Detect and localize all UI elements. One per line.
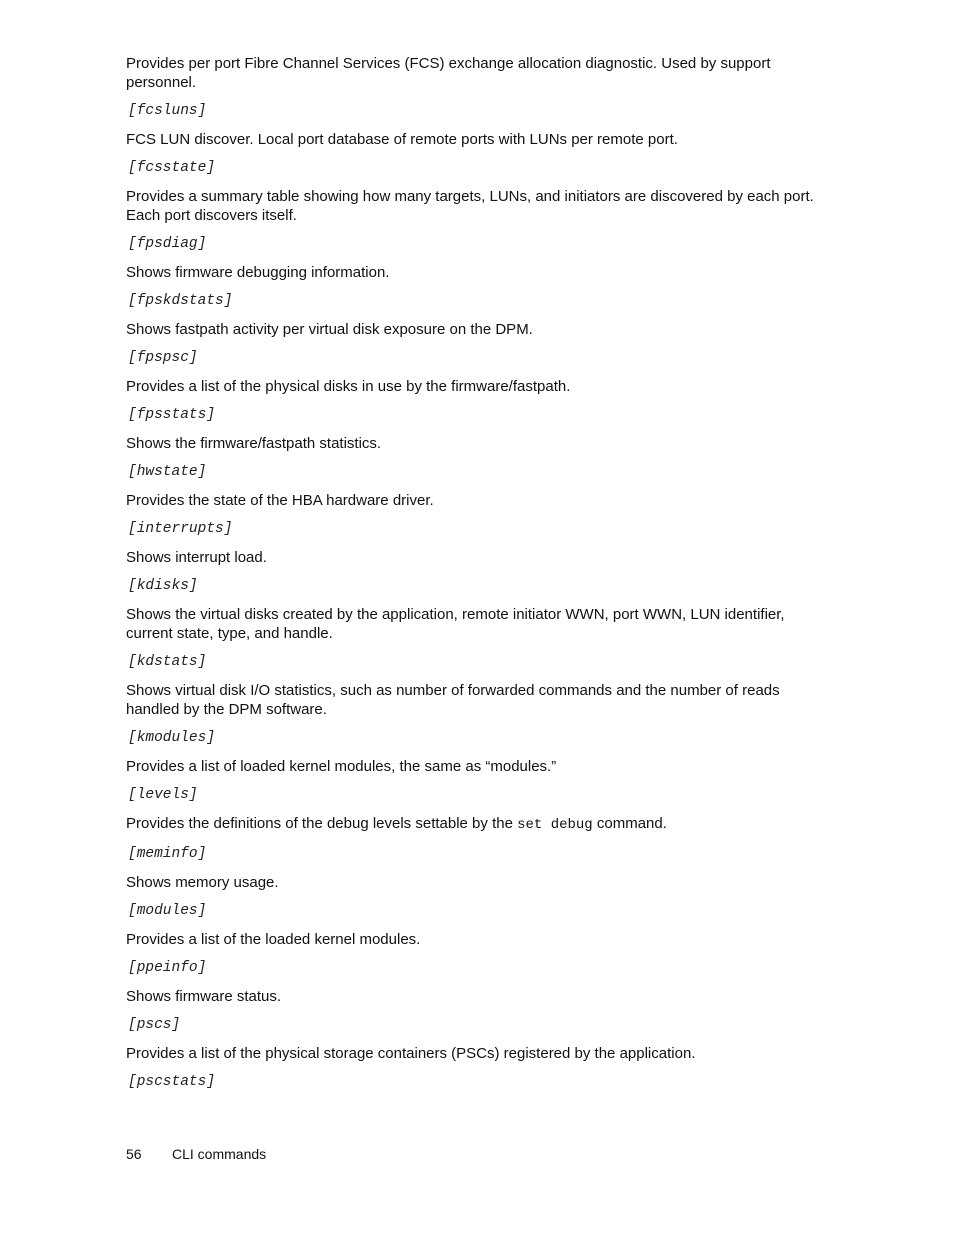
entry-description: Shows interrupt load. bbox=[126, 549, 267, 566]
entry-description: Shows firmware status. bbox=[126, 988, 282, 1005]
option-name: [fpsdiag] bbox=[128, 236, 207, 252]
entry-description: Shows memory usage. bbox=[126, 874, 279, 891]
section-title: CLI commands bbox=[172, 1146, 267, 1162]
entry-description: FCS LUN discover. Local port database of remote ports with LUNs per remote port. bbox=[126, 131, 678, 148]
option-name: [pscstats] bbox=[128, 1074, 216, 1090]
page-number: 56 bbox=[126, 1146, 142, 1162]
option-name: [modules] bbox=[128, 903, 207, 919]
option-name: [hwstate] bbox=[128, 464, 207, 480]
option-name: [meminfo] bbox=[128, 846, 207, 862]
option-name: [kmodules] bbox=[128, 730, 216, 746]
entry-description: Provides a list of the physical storage containers (PSCs) registered by the application. bbox=[126, 1045, 696, 1062]
option-name: [kdisks] bbox=[128, 578, 198, 594]
entry-description bbox=[126, 814, 816, 835]
entry-description: Shows fastpath activity per virtual disk exposure on the DPM. bbox=[126, 321, 533, 338]
entry-description: Shows the firmware/fastpath statistics. bbox=[126, 435, 382, 452]
entry-description: Shows the virtual disks created by the application, remote initiator WWN, port WWN, LUN identifier, current state, type, and handle. bbox=[126, 606, 785, 642]
entry-description: Provides per port Fibre Channel Services (FCS) exchange allocation diagnostic. Used by support personnel. bbox=[126, 55, 771, 91]
entry-description: Shows virtual disk I/O statistics, such as number of forwarded commands and the number of reads handled by the DPM software. bbox=[126, 682, 780, 718]
option-name: [ppeinfo] bbox=[128, 960, 207, 976]
option-name: [fcsluns] bbox=[128, 103, 207, 119]
option-name: [fpspsc] bbox=[128, 350, 198, 366]
description-text: Provides the definitions of the debug levels settable by the bbox=[126, 815, 518, 832]
option-name: [pscs] bbox=[128, 1017, 181, 1033]
option-name: [fpskdstats] bbox=[128, 293, 233, 309]
inline-command: set debug bbox=[517, 817, 593, 833]
option-name: [interrupts] bbox=[128, 521, 233, 537]
entry-description: Provides a list of the loaded kernel modules. bbox=[126, 931, 421, 948]
option-name: [fpsstats] bbox=[128, 407, 216, 423]
page-footer bbox=[126, 1145, 266, 1163]
entry-description: Provides a summary table showing how many targets, LUNs, and initiators are discovered by each port. Each port discovers itself. bbox=[126, 188, 814, 224]
option-name: [kdstats] bbox=[128, 654, 207, 670]
entry-description: Provides the state of the HBA hardware driver. bbox=[126, 492, 434, 509]
description-text: command. bbox=[592, 815, 667, 832]
option-name: [levels] bbox=[128, 787, 198, 803]
page-content bbox=[126, 54, 816, 1101]
entry-description: Shows firmware debugging information. bbox=[126, 264, 390, 281]
entry-description: Provides a list of loaded kernel modules, the same as “modules.” bbox=[126, 758, 557, 775]
entry-description: Provides a list of the physical disks in use by the firmware/fastpath. bbox=[126, 378, 571, 395]
option-name: [fcsstate] bbox=[128, 160, 216, 176]
